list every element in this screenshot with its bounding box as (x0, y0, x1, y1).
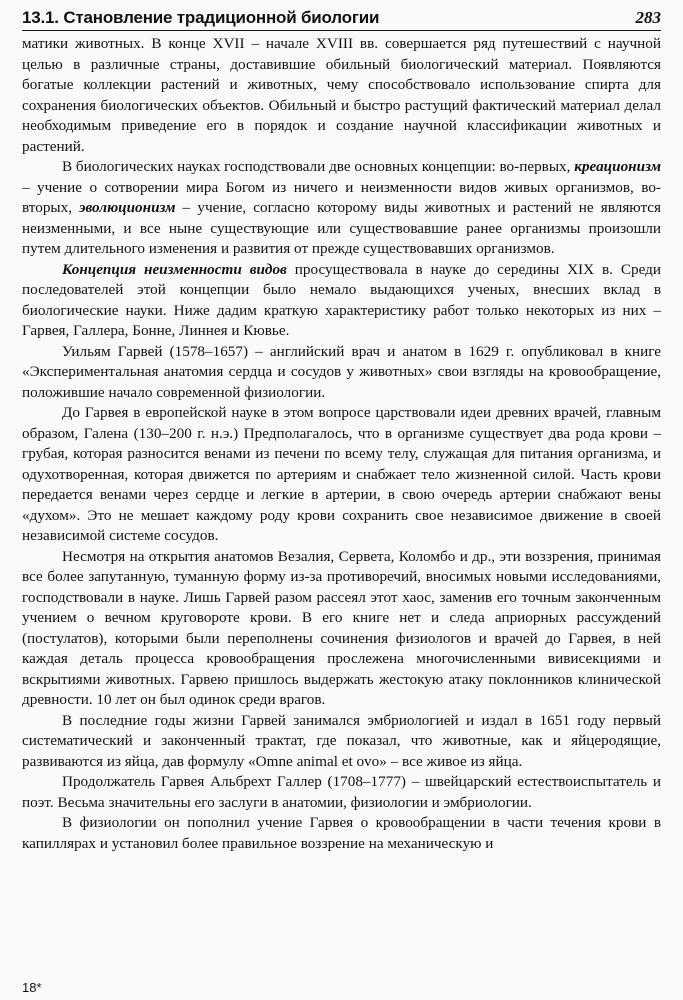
text-run: – учение о сотворении мира Богом из ничего и неизменности видов живых организмов, во-вторых, (22, 178, 661, 216)
text-run: Несмотря на открытия анатомов Везалия, Сервета, Коломбо и др., эти воззрения, принимая все более запутанную, туманную форму из-за противоречий, вносимых новыми исследованиями, господствовали в науке. Лишь Гарвей разом рассеял этот хаос, заменив его точным законченным учением о вечном круговороте крови. В его книге нет и следа априорных рассуждений (постулатов), которыми были переполнены сочинения физиологов и врачей до Гарвея, в ней каждая деталь процесса кровообращения прослежена многочисленными вивисекциями и вскрытиями животных. Гарвею пришлось выдержать жестокую атаку поклонников клинической древности. 10 лет он был одинок среди врагов. (22, 547, 661, 708)
text-run: В биологических науках господствовали две основных концепции: во-первых, (62, 158, 575, 175)
text-run: – учение, согласно которому виды животных и растений не являются неизменными, и все ныне существующие или существовавшие ранее организмы произошли путем длительного изменения и развития от прежде существовавших организмов. (22, 199, 661, 257)
body-text (22, 34, 661, 854)
paragraph (22, 813, 661, 854)
text-run: В последние годы жизни Гарвей занимался эмбриологией и издал в 1651 году первый систематический и законченный трактат, где показал, что животные, как и яйцеродящие, развиваются из яйца, дав формулу «Omne animal et ovo» – все живое из яйца. (22, 711, 661, 770)
page-number: 283 (635, 8, 661, 27)
emphasized-term: креационизм (574, 158, 661, 175)
emphasized-term: Концепция неизменности видов (62, 260, 287, 278)
paragraph (22, 34, 661, 157)
text-run: В физиологии он пополнил учение Гарвея о кровообращении в части течения крови в капиллярах и установил более правильное воззрение на механическую и (22, 814, 661, 852)
signature-mark: 18* (22, 980, 42, 995)
paragraph (22, 403, 661, 547)
paragraph (22, 342, 661, 404)
text-run: Уильям Гарвей (1578–1657) – английский врач и анатом в 1629 г. опубликовал в книге «Экспериментальная анатомия сердца и сосудов у животных» свои взгляды на кровообращение, положившие начало современной физиологии. (22, 342, 661, 401)
text-run: До Гарвея в европейской науке в этом вопросе царствовали идеи древних врачей, главным образом, Галена (130–200 г. н.э.) Предполагалось, что в организме существует два рода крови – грубая, которая разносится венами из печени по всему телу, служащая для питания организма, и одухотворенная, которая движется по артериям и снабжает тело жизненной силой. Часть крови передается венами через сердце и легкие в артерии, в свою очередь артерии снабжают вены «духом». Это не мешает каждому роду крови сохранить свое независимое движение в своей независимой системе сосудов. (22, 404, 661, 544)
paragraph (22, 772, 661, 813)
running-header (22, 8, 661, 31)
emphasized-term: эволюционизм (79, 199, 176, 216)
paragraph (22, 260, 661, 342)
text-run: матики животных. В конце XVII – начале XVIII вв. совершается ряд путешествий с научной целью в различные страны, доставившие обильный биологический материал. Появляются богатые коллекции растений и животных, чему способствовало использование спирта для сохранения биологических объектов. Обильный и быстро растущий фактический материал делал необходимым приведение его в порядок и создание научной классификации животных и растений. (22, 35, 661, 155)
paragraph (22, 547, 661, 711)
paragraph (22, 157, 661, 260)
text-run: просуществовала в науке до середины XIX в. Среди последователей этой концепции было немало выдающихся ученых, внесших вклад в биологические науки. Ниже дадим краткую характеристику работ только некоторых из них – Гарвея, Галлера, Бонне, Линнея и Кювье. (22, 260, 661, 339)
paragraph (22, 711, 661, 773)
section-title: 13.1. Становление традиционной биологии (22, 8, 380, 27)
text-run: Продолжатель Гарвея Альбрехт Галлер (1708–1777) – швейцарский естествоиспытатель и поэт. Весьма значительны его заслуги в анатомии, физиологии и эмбриологии. (22, 773, 661, 811)
